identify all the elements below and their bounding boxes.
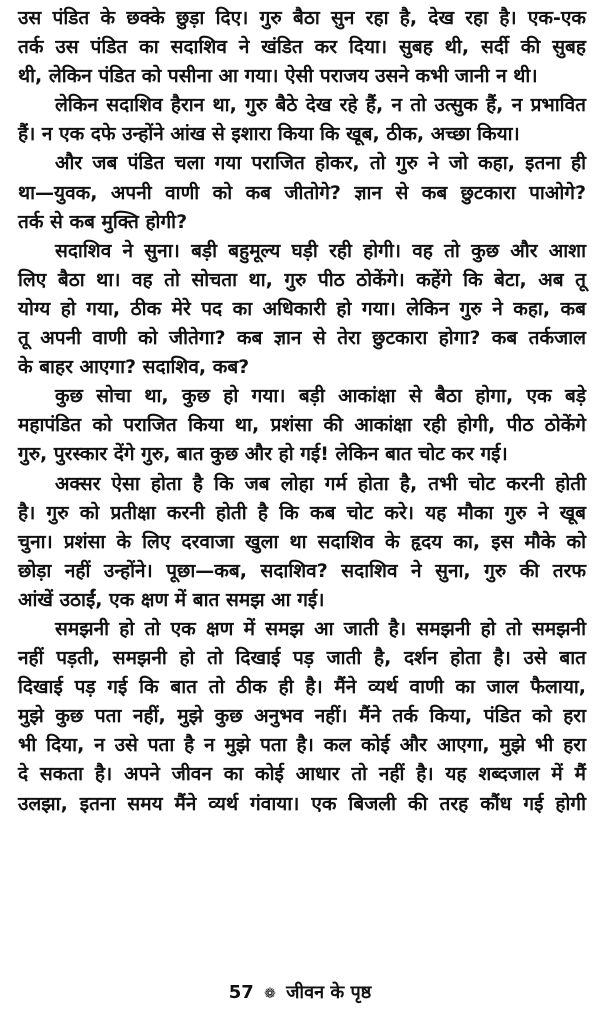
text-line: कुछ सोचा था, कुछ हो गया। बड़ी आकांक्षा से बैठा होगा, एक बड़े	[55, 385, 586, 408]
text-line: हैं। न एक दफे उन्होंने आंख से इशारा किया कि खूब, ठीक, अच्छा किया।	[18, 123, 520, 146]
text-line: महापंडित को पराजित किया था, प्रशंसा की आकांक्षा रही होगी, पीठ ठोकेंगे	[18, 414, 586, 437]
text-line: समझनी हो तो एक क्षण में समझ आ जाती है। समझनी हो तो समझनी	[55, 617, 586, 640]
text-line: गुरु, पुरस्कार देंगे गुरु, बात कुछ और हो गई! लेकिन बात चोट कर गई।	[18, 443, 508, 466]
paragraph	[18, 91, 586, 149]
paragraph	[18, 615, 586, 819]
text-line: उस पंडित के छक्के छुड़ा दिए। गुरु बैठा सुन रहा है, देख रहा है। एक-एक	[18, 7, 586, 29]
text-line: थी, लेकिन पंडित को पसीना आ गया। ऐसी पराजय उसने कभी जानी न थी।	[18, 65, 538, 88]
text-line: लेकिन सदाशिव हैरान था, गुरु बैठे देख रहे हैं, न तो उत्सुक हैं, न प्रभावित	[55, 94, 586, 117]
text-line: दिखाई पड़ गई कि बात तो ठीक ही है। मैंने व्यर्थ वाणी का जाल फैलाया,	[18, 676, 586, 699]
paragraph	[18, 4, 586, 91]
text-line: योग्य हो गया, ठीक मेरे पद का अधिकारी हो गया। लेकिन गुरु ने कहा, कब	[18, 297, 586, 320]
text-line: तर्क उस पंडित का सदाशिव ने खंडित कर दिया। सुबह थी, सर्दी की सुबह	[18, 36, 586, 59]
text-line: और जब पंडित चला गया पराजित होकर, तो गुरु ने जो कहा, इतना ही	[55, 152, 586, 175]
text-line: छोड़ा नहीं उन्होंने। पूछा—कब, सदाशिव? सदाशिव ने सुना, गुरु की तरफ	[18, 559, 586, 582]
text-line: भी दिया, न उसे पता है न मुझे पता है। कल कोई और आएगा, मुझे भी हरा	[18, 734, 586, 757]
text-line: मुझे कुछ पता नहीं, मुझे कुछ अनुभव नहीं। मैंने तर्क किया, पंडित को हरा	[18, 705, 586, 728]
text-line: सदाशिव ने सुना। बड़ी बहुमूल्य घड़ी रही होगी। वह तो कुछ और आशा	[55, 239, 586, 262]
flower-ornament-icon: ❁	[264, 986, 276, 1002]
text-line: तू अपनी वाणी को जीतेगा? कब ज्ञान से तेरा छुटकारा होगा? कब तर्कजाल	[18, 327, 586, 350]
paragraph	[18, 470, 586, 615]
paragraph	[18, 237, 586, 382]
page-body	[18, 4, 586, 819]
paragraph	[18, 382, 586, 469]
paragraph	[18, 149, 586, 236]
text-line: लिए बैठा था। वह तो सोचता था, गुरु पीठ ठोकेंगे। कहेंगे कि बेटा, अब तू	[18, 268, 586, 291]
page-number: 57	[228, 982, 254, 1003]
text-line: दे सकता है। अपने जीवन का कोई आधार तो नहीं है। यह शब्दजाल में मैं	[18, 763, 586, 786]
text-line: नहीं पड़ती, समझनी हो तो दिखाई पड़ जाती है, दर्शन होता है। उसे बात	[18, 647, 586, 670]
text-line: था—युवक, अपनी वाणी को कब जीतोगे? ज्ञान से कब छुटकारा पाओगे?	[18, 181, 586, 204]
text-line: उलझा, इतना समय मैंने व्यर्थ गंवाया। एक बिजली की तरह कौंध गई होगी	[18, 792, 586, 815]
page-footer	[0, 980, 600, 1004]
text-line: तर्क से कब मुक्ति होगी?	[18, 210, 188, 233]
text-line: के बाहर आएगा? सदाशिव, कब?	[18, 356, 250, 379]
book-title: जीवन के पृष्ठ	[286, 982, 372, 1003]
text-line: आंखें उठाईं, एक क्षण में बात समझ आ गई।	[18, 588, 325, 611]
text-line: चुना। प्रशंसा के लिए दरवाजा खुला था सदाशिव के हृदय का, इस मौके को	[18, 530, 586, 553]
text-line: अक्सर ऐसा होता है कि जब लोहा गर्म होता है, तभी चोट करनी होती	[55, 472, 586, 495]
text-line: है। गुरु को प्रतीक्षा करनी होती है कि कब चोट करे। यह मौका गुरु ने खूब	[18, 501, 586, 524]
